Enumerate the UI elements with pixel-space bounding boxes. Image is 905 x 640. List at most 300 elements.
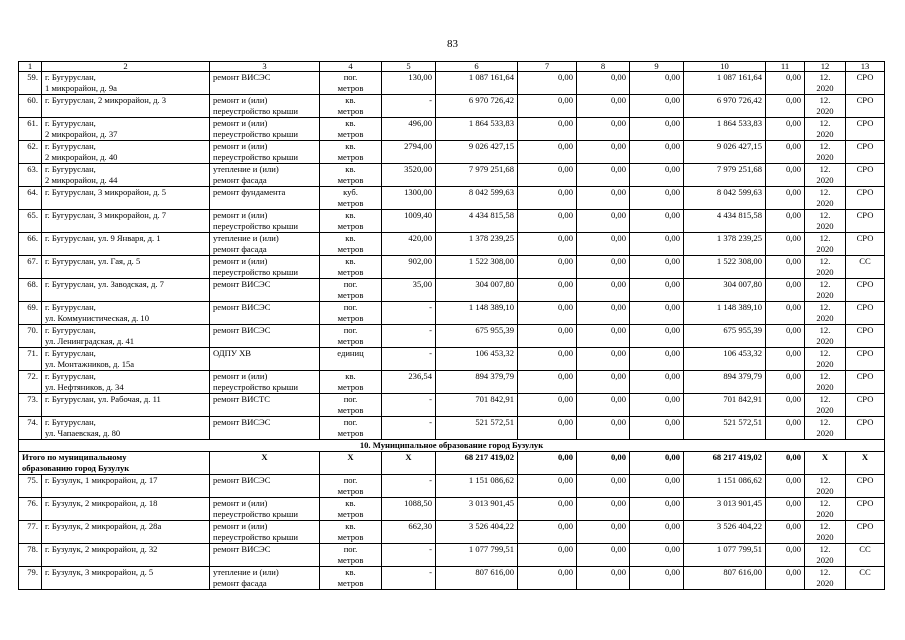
col7-cell: 0,00 xyxy=(518,371,577,394)
quantity-cell: - xyxy=(382,544,436,567)
total-cost-cell: 1 378 239,25 xyxy=(436,233,518,256)
col11-cell: 0,00 xyxy=(766,371,805,394)
unit-cell: кв. метров xyxy=(320,95,382,118)
col11-cell: 0,00 xyxy=(766,475,805,498)
row-number: 77. xyxy=(19,521,42,544)
col7-cell: 0,00 xyxy=(518,256,577,279)
col10-cell: 1 077 799,51 xyxy=(684,544,766,567)
quantity-cell: - xyxy=(382,567,436,590)
unit-cell: кв. метров xyxy=(320,210,382,233)
unit-cell: кв. метров xyxy=(320,498,382,521)
method-cell: СРО xyxy=(846,521,885,544)
total-c7: 0,00 xyxy=(518,452,577,475)
col8-cell: 0,00 xyxy=(577,417,630,440)
col10-cell: 6 970 726,42 xyxy=(684,95,766,118)
total-cost-cell: 1 151 086,62 xyxy=(436,475,518,498)
table-row xyxy=(19,417,885,440)
col10-cell: 9 026 427,15 xyxy=(684,141,766,164)
method-cell: СРО xyxy=(846,72,885,95)
address-cell: г. Бугуруслан, 1 микрорайон, д. 9а xyxy=(42,72,210,95)
unit-cell: пог. метров xyxy=(320,417,382,440)
work-type-cell: ремонт и (или) переустройство крыши xyxy=(210,141,320,164)
table-row xyxy=(19,118,885,141)
col8-cell: 0,00 xyxy=(577,72,630,95)
col10-cell: 894 379,79 xyxy=(684,371,766,394)
row-number: 75. xyxy=(19,475,42,498)
method-cell: СС xyxy=(846,544,885,567)
col9-cell: 0,00 xyxy=(630,256,684,279)
unit-cell: куб. метров xyxy=(320,187,382,210)
deadline-cell: 12. 2020 xyxy=(805,118,846,141)
deadline-cell: 12. 2020 xyxy=(805,498,846,521)
unit-cell: единиц xyxy=(320,348,382,371)
work-type-cell: ремонт и (или) переустройство крыши xyxy=(210,118,320,141)
col9-cell: 0,00 xyxy=(630,187,684,210)
total-cost-cell: 7 979 251,68 xyxy=(436,164,518,187)
quantity-cell: - xyxy=(382,475,436,498)
col11-cell: 0,00 xyxy=(766,498,805,521)
total-label: Итого по муниципальному образованию город Бузулук xyxy=(19,452,210,475)
quantity-cell: 902,00 xyxy=(382,256,436,279)
col9-cell: 0,00 xyxy=(630,544,684,567)
address-cell: г. Бугуруслан, 2 микрорайон, д. 40 xyxy=(42,141,210,164)
col11-cell: 0,00 xyxy=(766,394,805,417)
row-number: 78. xyxy=(19,544,42,567)
col8-cell: 0,00 xyxy=(577,210,630,233)
capital-repair-table xyxy=(18,61,885,590)
total-cost-cell: 1 864 533,83 xyxy=(436,118,518,141)
col9-cell: 0,00 xyxy=(630,475,684,498)
total-c4: X xyxy=(320,452,382,475)
column-number-8: 8 xyxy=(577,62,630,72)
row-number: 62. xyxy=(19,141,42,164)
row-number: 66. xyxy=(19,233,42,256)
work-type-cell: ремонт ВИСЭС xyxy=(210,302,320,325)
deadline-cell: 12. 2020 xyxy=(805,371,846,394)
col8-cell: 0,00 xyxy=(577,95,630,118)
col7-cell: 0,00 xyxy=(518,544,577,567)
column-number-row xyxy=(19,62,885,72)
col10-cell: 106 453,32 xyxy=(684,348,766,371)
work-type-cell: утепление и (или) ремонт фасада xyxy=(210,233,320,256)
column-number-2: 2 xyxy=(42,62,210,72)
total-cost-cell: 701 842,91 xyxy=(436,394,518,417)
deadline-cell: 12. 2020 xyxy=(805,95,846,118)
rows-buguruslan xyxy=(19,72,885,440)
col7-cell: 0,00 xyxy=(518,521,577,544)
method-cell: СРО xyxy=(846,417,885,440)
work-type-cell: ремонт ВИСЭС xyxy=(210,475,320,498)
col8-cell: 0,00 xyxy=(577,164,630,187)
col9-cell: 0,00 xyxy=(630,521,684,544)
column-number-7: 7 xyxy=(518,62,577,72)
address-cell: г. Бугуруслан, 3 микрорайон, д. 7 xyxy=(42,210,210,233)
col8-cell: 0,00 xyxy=(577,118,630,141)
deadline-cell: 12. 2020 xyxy=(805,417,846,440)
quantity-cell: 3520,00 xyxy=(382,164,436,187)
work-type-cell: ремонт ВИСТС xyxy=(210,394,320,417)
method-cell: СРО xyxy=(846,279,885,302)
total-c10: 68 217 419,02 xyxy=(684,452,766,475)
unit-cell: кв. метров xyxy=(320,118,382,141)
page-number: 83 xyxy=(447,38,458,50)
col10-cell: 3 013 901,45 xyxy=(684,498,766,521)
col10-cell: 1 148 389,10 xyxy=(684,302,766,325)
deadline-cell: 12. 2020 xyxy=(805,72,846,95)
row-number: 65. xyxy=(19,210,42,233)
unit-cell: пог. метров xyxy=(320,72,382,95)
method-cell: СРО xyxy=(846,187,885,210)
col8-cell: 0,00 xyxy=(577,187,630,210)
table-row xyxy=(19,371,885,394)
quantity-cell: 662,30 xyxy=(382,521,436,544)
deadline-cell: 12. 2020 xyxy=(805,256,846,279)
col9-cell: 0,00 xyxy=(630,348,684,371)
total-c8: 0,00 xyxy=(577,452,630,475)
address-cell: г. Бугуруслан, 3 микрорайон, д. 5 xyxy=(42,187,210,210)
column-number-11: 11 xyxy=(766,62,805,72)
address-cell: г. Бугуруслан, ул. 9 Января, д. 1 xyxy=(42,233,210,256)
column-number-9: 9 xyxy=(630,62,684,72)
col10-cell: 3 526 404,22 xyxy=(684,521,766,544)
table-row xyxy=(19,302,885,325)
col8-cell: 0,00 xyxy=(577,475,630,498)
col8-cell: 0,00 xyxy=(577,394,630,417)
total-cost-cell: 521 572,51 xyxy=(436,417,518,440)
col7-cell: 0,00 xyxy=(518,233,577,256)
quantity-cell: 1009,40 xyxy=(382,210,436,233)
work-type-cell: ОДПУ ХВ xyxy=(210,348,320,371)
row-number: 63. xyxy=(19,164,42,187)
col7-cell: 0,00 xyxy=(518,325,577,348)
col7-cell: 0,00 xyxy=(518,164,577,187)
col7-cell: 0,00 xyxy=(518,95,577,118)
col7-cell: 0,00 xyxy=(518,279,577,302)
col9-cell: 0,00 xyxy=(630,141,684,164)
col7-cell: 0,00 xyxy=(518,187,577,210)
table-row xyxy=(19,187,885,210)
column-number-1: 1 xyxy=(19,62,42,72)
table-row xyxy=(19,279,885,302)
col9-cell: 0,00 xyxy=(630,279,684,302)
col8-cell: 0,00 xyxy=(577,141,630,164)
row-number: 79. xyxy=(19,567,42,590)
quantity-cell: - xyxy=(382,417,436,440)
method-cell: СС xyxy=(846,256,885,279)
col11-cell: 0,00 xyxy=(766,302,805,325)
row-number: 61. xyxy=(19,118,42,141)
col10-cell: 1 378 239,25 xyxy=(684,233,766,256)
method-cell: СРО xyxy=(846,210,885,233)
method-cell: СРО xyxy=(846,141,885,164)
deadline-cell: 12. 2020 xyxy=(805,164,846,187)
col9-cell: 0,00 xyxy=(630,567,684,590)
total-c9: 0,00 xyxy=(630,452,684,475)
address-cell: г. Бугуруслан, ул. Рабочая, д. 11 xyxy=(42,394,210,417)
quantity-cell: 236,54 xyxy=(382,371,436,394)
deadline-cell: 12. 2020 xyxy=(805,210,846,233)
deadline-cell: 12. 2020 xyxy=(805,475,846,498)
method-cell: СРО xyxy=(846,302,885,325)
total-c3: X xyxy=(210,452,320,475)
col9-cell: 0,00 xyxy=(630,498,684,521)
work-type-cell: ремонт ВИСЭС xyxy=(210,417,320,440)
col7-cell: 0,00 xyxy=(518,417,577,440)
col8-cell: 0,00 xyxy=(577,256,630,279)
col11-cell: 0,00 xyxy=(766,521,805,544)
total-cost-cell: 3 013 901,45 xyxy=(436,498,518,521)
col11-cell: 0,00 xyxy=(766,544,805,567)
total-cost-cell: 675 955,39 xyxy=(436,325,518,348)
total-cost-cell: 304 007,80 xyxy=(436,279,518,302)
col8-cell: 0,00 xyxy=(577,521,630,544)
col11-cell: 0,00 xyxy=(766,233,805,256)
address-cell: г. Бузулук, 3 микрорайон, д. 5 xyxy=(42,567,210,590)
col7-cell: 0,00 xyxy=(518,348,577,371)
col10-cell: 7 979 251,68 xyxy=(684,164,766,187)
col11-cell: 0,00 xyxy=(766,210,805,233)
address-cell: г. Бугуруслан, ул. Чапаевская, д. 80 xyxy=(42,417,210,440)
col9-cell: 0,00 xyxy=(630,118,684,141)
total-row xyxy=(19,452,885,475)
quantity-cell: 1088,50 xyxy=(382,498,436,521)
col8-cell: 0,00 xyxy=(577,567,630,590)
address-cell: г. Бугуруслан, ул. Заводская, д. 7 xyxy=(42,279,210,302)
column-number-4: 4 xyxy=(320,62,382,72)
address-cell: г. Бугуруслан, ул. Монтажников, д. 15а xyxy=(42,348,210,371)
unit-cell: кв. метров xyxy=(320,567,382,590)
unit-cell: кв. метров xyxy=(320,371,382,394)
quantity-cell: 35,00 xyxy=(382,279,436,302)
col11-cell: 0,00 xyxy=(766,141,805,164)
column-number-10: 10 xyxy=(684,62,766,72)
col8-cell: 0,00 xyxy=(577,325,630,348)
deadline-cell: 12. 2020 xyxy=(805,141,846,164)
column-number-5: 5 xyxy=(382,62,436,72)
col7-cell: 0,00 xyxy=(518,118,577,141)
total-sum: 68 217 419,02 xyxy=(436,452,518,475)
deadline-cell: 12. 2020 xyxy=(805,325,846,348)
col10-cell: 4 434 815,58 xyxy=(684,210,766,233)
col11-cell: 0,00 xyxy=(766,325,805,348)
deadline-cell: 12. 2020 xyxy=(805,348,846,371)
work-type-cell: ремонт фундамента xyxy=(210,187,320,210)
quantity-cell: 2794,00 xyxy=(382,141,436,164)
method-cell: СРО xyxy=(846,164,885,187)
address-cell: г. Бузулук, 2 микрорайон, д. 18 xyxy=(42,498,210,521)
row-number: 73. xyxy=(19,394,42,417)
work-type-cell: ремонт ВИСЭС xyxy=(210,279,320,302)
section-title: 10. Муниципальное образование город Бузулук xyxy=(19,440,885,452)
unit-cell: кв. метров xyxy=(320,521,382,544)
col7-cell: 0,00 xyxy=(518,72,577,95)
table-row xyxy=(19,521,885,544)
table-row xyxy=(19,325,885,348)
col9-cell: 0,00 xyxy=(630,394,684,417)
unit-cell: пог. метров xyxy=(320,302,382,325)
work-type-cell: утепление и (или) ремонт фасада xyxy=(210,567,320,590)
work-type-cell: ремонт и (или) переустройство крыши xyxy=(210,371,320,394)
deadline-cell: 12. 2020 xyxy=(805,302,846,325)
work-type-cell: ремонт и (или) переустройство крыши xyxy=(210,95,320,118)
deadline-cell: 12. 2020 xyxy=(805,521,846,544)
method-cell: СРО xyxy=(846,394,885,417)
unit-cell: кв. метров xyxy=(320,164,382,187)
col11-cell: 0,00 xyxy=(766,164,805,187)
col8-cell: 0,00 xyxy=(577,233,630,256)
col9-cell: 0,00 xyxy=(630,72,684,95)
row-number: 70. xyxy=(19,325,42,348)
unit-cell: пог. метров xyxy=(320,544,382,567)
quantity-cell: - xyxy=(382,95,436,118)
method-cell: СРО xyxy=(846,118,885,141)
row-number: 71. xyxy=(19,348,42,371)
address-cell: г. Бугуруслан, 2 микрорайон, д. 37 xyxy=(42,118,210,141)
col8-cell: 0,00 xyxy=(577,302,630,325)
method-cell: СРО xyxy=(846,233,885,256)
total-cost-cell: 894 379,79 xyxy=(436,371,518,394)
deadline-cell: 12. 2020 xyxy=(805,544,846,567)
col11-cell: 0,00 xyxy=(766,256,805,279)
table-row xyxy=(19,233,885,256)
total-cost-cell: 8 042 599,63 xyxy=(436,187,518,210)
col9-cell: 0,00 xyxy=(630,417,684,440)
method-cell: СРО xyxy=(846,95,885,118)
quantity-cell: - xyxy=(382,348,436,371)
quantity-cell: 496,00 xyxy=(382,118,436,141)
section-buzuluk xyxy=(19,440,885,475)
total-c12: X xyxy=(805,452,846,475)
table-row xyxy=(19,210,885,233)
table-row xyxy=(19,475,885,498)
method-cell: СРО xyxy=(846,475,885,498)
col7-cell: 0,00 xyxy=(518,302,577,325)
col11-cell: 0,00 xyxy=(766,567,805,590)
total-cost-cell: 1 148 389,10 xyxy=(436,302,518,325)
unit-cell: пог. метров xyxy=(320,325,382,348)
column-number-12: 12 xyxy=(805,62,846,72)
total-c5: X xyxy=(382,452,436,475)
address-cell: г. Бугуруслан, 2 микрорайон, д. 3 xyxy=(42,95,210,118)
row-number: 67. xyxy=(19,256,42,279)
method-cell: СС xyxy=(846,567,885,590)
total-c11: 0,00 xyxy=(766,452,805,475)
col11-cell: 0,00 xyxy=(766,348,805,371)
quantity-cell: - xyxy=(382,394,436,417)
row-number: 59. xyxy=(19,72,42,95)
column-number-13: 13 xyxy=(846,62,885,72)
col9-cell: 0,00 xyxy=(630,233,684,256)
col11-cell: 0,00 xyxy=(766,417,805,440)
method-cell: СРО xyxy=(846,498,885,521)
quantity-cell: 420,00 xyxy=(382,233,436,256)
row-number: 64. xyxy=(19,187,42,210)
total-cost-cell: 1 087 161,64 xyxy=(436,72,518,95)
total-cost-cell: 106 453,32 xyxy=(436,348,518,371)
total-c13: X xyxy=(846,452,885,475)
work-type-cell: ремонт ВИСЭС xyxy=(210,72,320,95)
col7-cell: 0,00 xyxy=(518,141,577,164)
col7-cell: 0,00 xyxy=(518,498,577,521)
total-cost-cell: 3 526 404,22 xyxy=(436,521,518,544)
col10-cell: 304 007,80 xyxy=(684,279,766,302)
col9-cell: 0,00 xyxy=(630,210,684,233)
table-row xyxy=(19,141,885,164)
work-type-cell: утепление и (или) ремонт фасада xyxy=(210,164,320,187)
col10-cell: 1 151 086,62 xyxy=(684,475,766,498)
work-type-cell: ремонт и (или) переустройство крыши xyxy=(210,498,320,521)
col7-cell: 0,00 xyxy=(518,210,577,233)
col10-cell: 807 616,00 xyxy=(684,567,766,590)
col8-cell: 0,00 xyxy=(577,348,630,371)
work-type-cell: ремонт ВИСЭС xyxy=(210,325,320,348)
row-number: 69. xyxy=(19,302,42,325)
col9-cell: 0,00 xyxy=(630,325,684,348)
col8-cell: 0,00 xyxy=(577,279,630,302)
col8-cell: 0,00 xyxy=(577,544,630,567)
row-number: 76. xyxy=(19,498,42,521)
unit-cell: пог. метров xyxy=(320,279,382,302)
quantity-cell: 1300,00 xyxy=(382,187,436,210)
address-cell: г. Бугуруслан, 2 микрорайон, д. 44 xyxy=(42,164,210,187)
column-number-6: 6 xyxy=(436,62,518,72)
address-cell: г. Бузулук, 2 микрорайон, д. 28а xyxy=(42,521,210,544)
unit-cell: кв. метров xyxy=(320,256,382,279)
section-heading-row xyxy=(19,440,885,452)
col10-cell: 675 955,39 xyxy=(684,325,766,348)
col10-cell: 1 864 533,83 xyxy=(684,118,766,141)
table-row xyxy=(19,394,885,417)
table-row xyxy=(19,72,885,95)
total-cost-cell: 9 026 427,15 xyxy=(436,141,518,164)
col8-cell: 0,00 xyxy=(577,371,630,394)
method-cell: СРО xyxy=(846,348,885,371)
work-type-cell: ремонт и (или) переустройство крыши xyxy=(210,521,320,544)
col11-cell: 0,00 xyxy=(766,95,805,118)
col9-cell: 0,00 xyxy=(630,371,684,394)
row-number: 60. xyxy=(19,95,42,118)
row-number: 68. xyxy=(19,279,42,302)
deadline-cell: 12. 2020 xyxy=(805,279,846,302)
col9-cell: 0,00 xyxy=(630,302,684,325)
col9-cell: 0,00 xyxy=(630,95,684,118)
address-cell: г. Бузулук, 1 микрорайон, д. 17 xyxy=(42,475,210,498)
row-number: 72. xyxy=(19,371,42,394)
col11-cell: 0,00 xyxy=(766,118,805,141)
col11-cell: 0,00 xyxy=(766,72,805,95)
col10-cell: 1 522 308,00 xyxy=(684,256,766,279)
col8-cell: 0,00 xyxy=(577,498,630,521)
method-cell: СРО xyxy=(846,371,885,394)
table-row xyxy=(19,256,885,279)
table-row xyxy=(19,544,885,567)
row-number: 74. xyxy=(19,417,42,440)
deadline-cell: 12. 2020 xyxy=(805,394,846,417)
address-cell: г. Бузулук, 2 микрорайон, д. 32 xyxy=(42,544,210,567)
table-row xyxy=(19,498,885,521)
col10-cell: 8 042 599,63 xyxy=(684,187,766,210)
total-cost-cell: 807 616,00 xyxy=(436,567,518,590)
rows-buzuluk xyxy=(19,475,885,590)
col10-cell: 521 572,51 xyxy=(684,417,766,440)
unit-cell: пог. метров xyxy=(320,394,382,417)
unit-cell: пог. метров xyxy=(320,475,382,498)
col7-cell: 0,00 xyxy=(518,475,577,498)
table-row xyxy=(19,348,885,371)
col7-cell: 0,00 xyxy=(518,394,577,417)
column-number-3: 3 xyxy=(210,62,320,72)
total-cost-cell: 1 522 308,00 xyxy=(436,256,518,279)
